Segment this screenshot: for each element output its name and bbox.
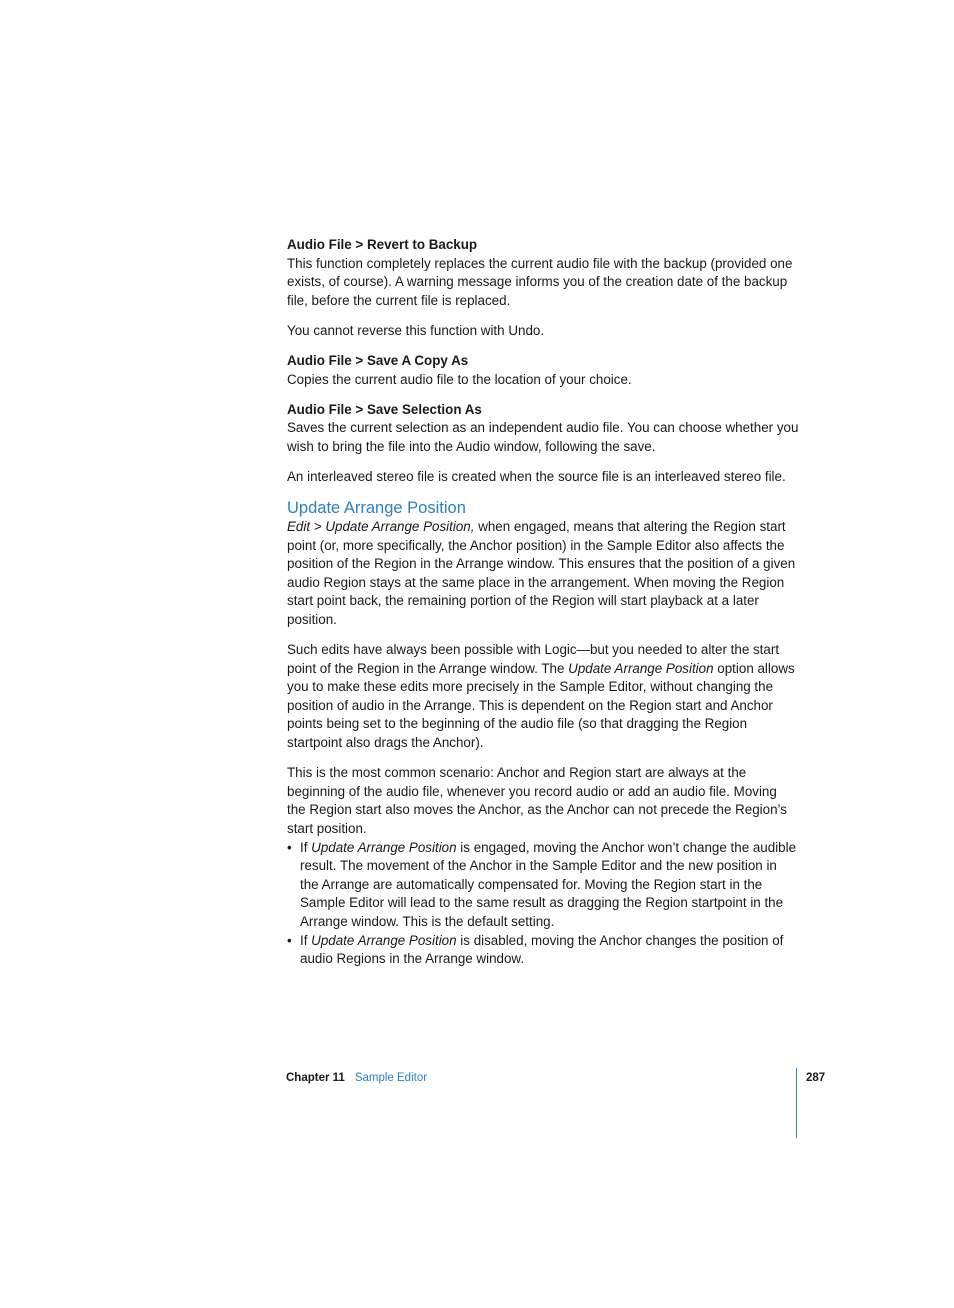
text-run: option allows you to make these edits more precisely in the Sample Editor, without changing the position of audio in the Arrange. This is dependent on the Region start and Anchor points being set to the beginning of the audio file (so that dragging the Region startpoint also drags the Anchor). <box>287 660 795 751</box>
page-number: 287 <box>806 1072 826 1084</box>
bullet-icon: • <box>287 932 292 948</box>
text-run: If <box>300 932 312 948</box>
paragraph: You cannot reverse this function with Undo. <box>287 322 545 338</box>
text-run: is engaged, moving the Anchor won’t change the audible result. The movement of the Anchor in the Sample Editor and the new position in the Arrange are automatically compensated for. Moving the Region start in the Sample Editor will lead to the same result as dragging the Region startpoint in the Arrange window. This is the default setting. <box>300 839 797 929</box>
section-save-a-copy-as <box>287 352 799 389</box>
text-run: Such edits have always been possible with Logic—but you needed to alter the start point of the Region in the Arrange window. The <box>287 642 780 676</box>
chapter-title: Sample Editor <box>354 1072 428 1084</box>
heading-save-selection-as: Audio File > Save Selection As <box>287 401 482 417</box>
page-footer <box>286 1070 427 1086</box>
text-run: when engaged, means that altering the Region start point (or, more specifically, the Anchor position) in the Sample Editor also affects the position of the Region in the Arrange window. This ensures that the position of a given audio Region stays at the same place in the arrangement. When moving the Region start point back, the remaining portion of the Region will start playback at a later position. <box>287 519 796 627</box>
section-revert-to-backup <box>287 236 799 340</box>
paragraph: This function completely replaces the current audio file with the backup (provided one exists, of course). A warning message informs you of the creation date of the backup file, before the current file is replaced. <box>287 255 793 308</box>
heading-revert-to-backup: Audio File > Revert to Backup <box>287 237 478 252</box>
paragraph <box>287 641 799 753</box>
paragraph: Copies the current audio file to the location of your choice. <box>287 371 632 387</box>
page-content <box>287 236 799 969</box>
italic-term: Edit > Update Arrange Position, <box>287 519 475 535</box>
italic-term: Update Arrange Position <box>311 839 457 855</box>
footer-divider <box>796 1068 797 1138</box>
list-item <box>287 932 799 969</box>
section-title: Update Arrange Position <box>287 499 466 518</box>
italic-term: Update Arrange Position <box>311 932 457 948</box>
bullet-list <box>287 839 799 969</box>
bullet-icon: • <box>287 839 292 855</box>
section-save-selection-as <box>287 401 799 487</box>
text-run: is disabled, moving the Anchor changes the position of audio Regions in the Arrange window. <box>300 932 784 967</box>
list-item <box>287 839 799 932</box>
section-update-arrange-position <box>287 498 799 969</box>
italic-term: Update Arrange Position <box>568 660 714 676</box>
paragraph: This is the most common scenario: Anchor and Region start are always at the beginning of the audio file, whenever you record audio or add an audio file. Moving the Region start also moves the Anchor, as the Anchor can not precede the Region’s start position. <box>287 765 787 836</box>
chapter-label: Chapter 11 <box>286 1072 345 1084</box>
heading-save-a-copy-as: Audio File > Save A Copy As <box>287 352 469 368</box>
paragraph: An interleaved stereo file is created when the source file is an interleaved stereo file. <box>287 468 786 484</box>
text-run: If <box>300 839 312 855</box>
paragraph: Saves the current selection as an independent audio file. You can choose whether you wish to bring the file into the Audio window, following the save. <box>287 420 799 454</box>
paragraph <box>287 518 799 630</box>
